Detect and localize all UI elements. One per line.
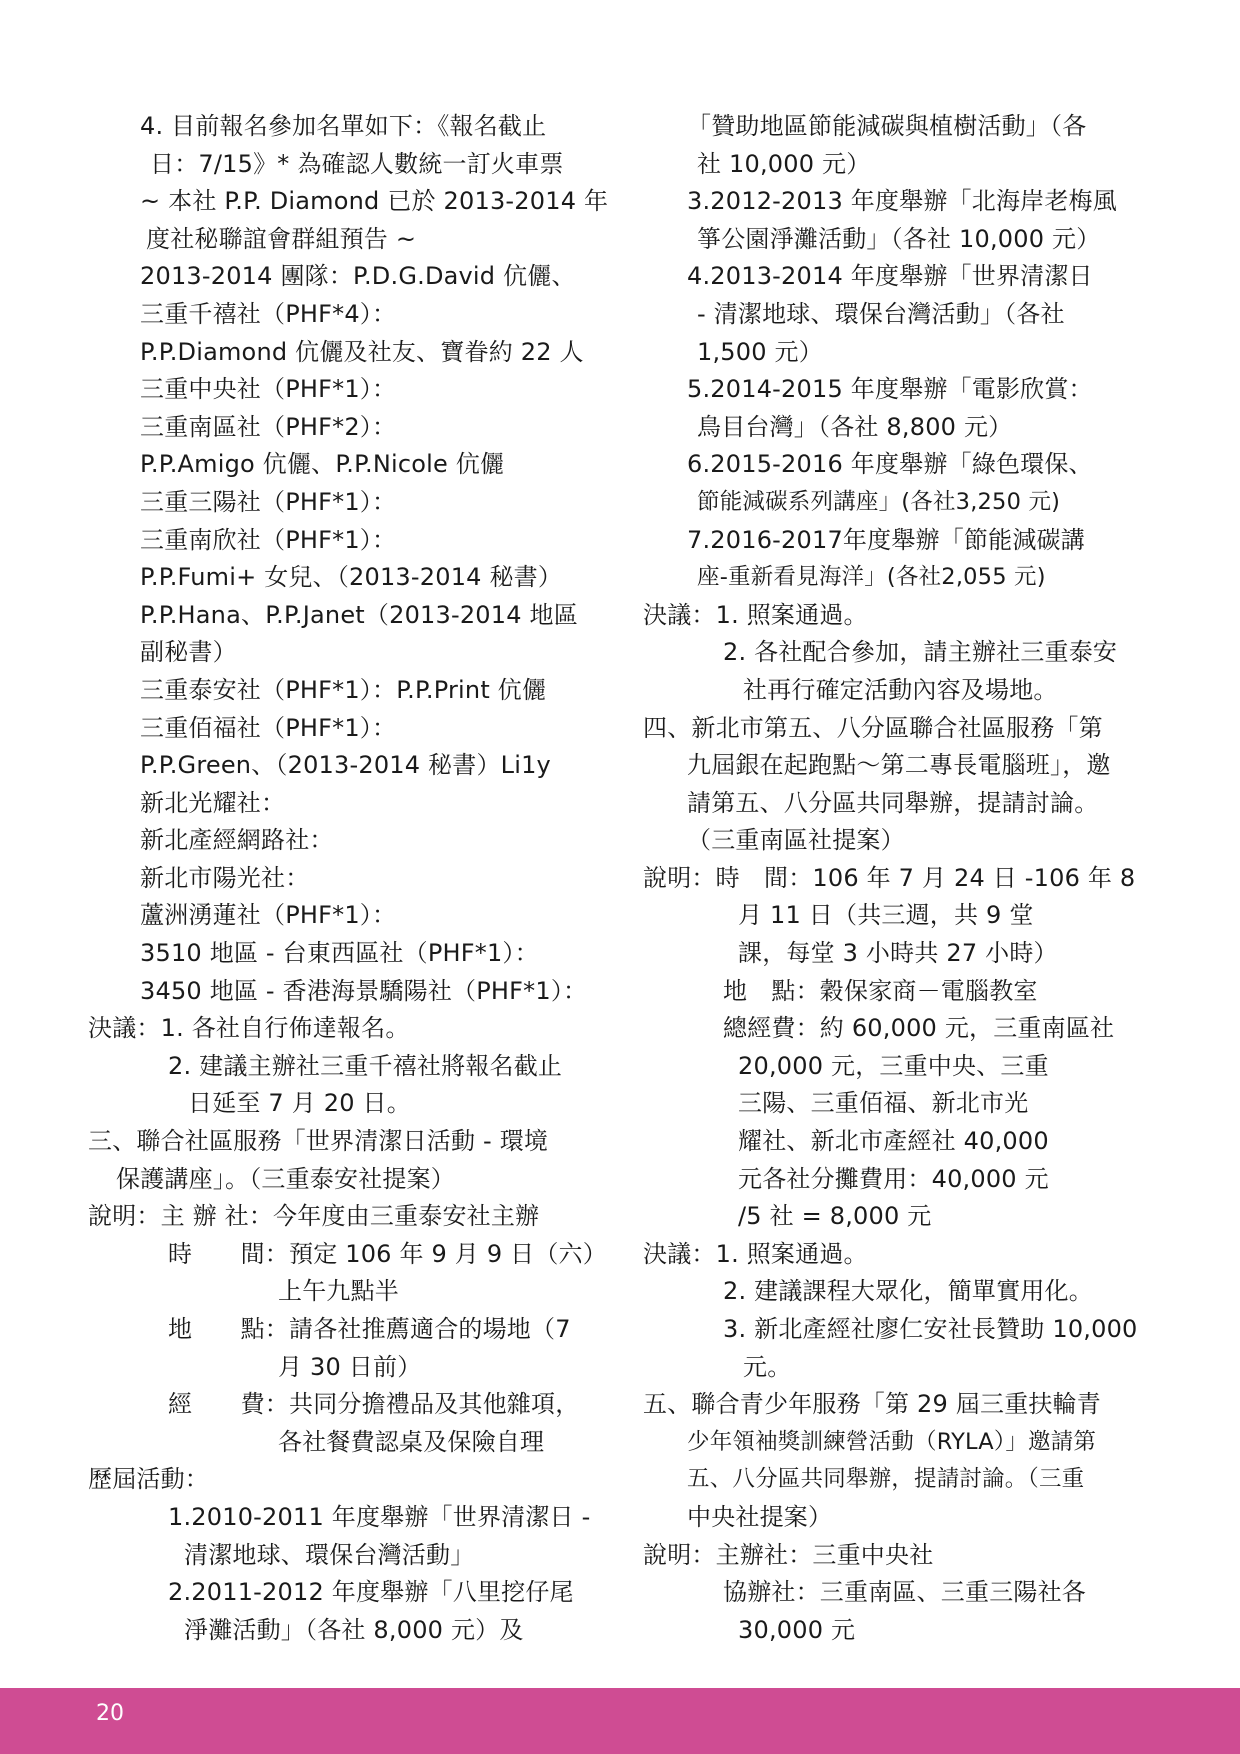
- text-line: 月 11 日（共三週，共 9 堂: [738, 901, 1034, 930]
- text-line: 地 點：穀保家商－電腦教室: [723, 976, 1038, 1005]
- text-line: 日：7/15》* 為確認人數統一訂火車票: [150, 149, 564, 178]
- text-line: ~ 本社 P.P. Diamond 已於 2013-2014 年: [140, 187, 609, 216]
- text-line: 2013-2014 團隊：P.D.G.David 伉儷、: [140, 262, 576, 291]
- text-line: 清潔地球、環保台灣活動」: [184, 1540, 475, 1569]
- text-line: 上午九點半: [278, 1277, 399, 1306]
- text-line: 日延至 7 月 20 日。: [188, 1089, 411, 1118]
- text-line: 「贊助地區節能減碳與植樹活動」（各: [687, 112, 1087, 140]
- text-line: 蘆洲湧蓮社（PHF*1）：: [140, 901, 397, 930]
- text-line: 少年領袖獎訓練營活動（RYLA）」邀請第: [687, 1428, 1097, 1455]
- page-number: 20: [96, 1701, 124, 1726]
- text-line: 鳥目台灣」（各社 8,800 元）: [697, 412, 1013, 441]
- text-line: 各社餐費認桌及保險自理: [278, 1427, 545, 1456]
- text-line: 月 30 日前）: [278, 1352, 422, 1381]
- text-line: P.P.Green、（2013-2014 秘書）Li1y: [140, 751, 551, 780]
- text-line: - 清潔地球、環保台灣活動」（各社: [697, 299, 1065, 328]
- text-line: 三、聯合社區服務「世界清潔日活動 - 環境: [88, 1127, 549, 1156]
- text-line: 3.2012-2013 年度舉辦「北海岸老梅風: [687, 187, 1117, 216]
- text-line: 新北光耀社：: [140, 788, 286, 817]
- text-line: 地 點：請各社推薦適合的場地（7: [168, 1315, 571, 1343]
- text-line: 三陽、三重佰福、新北市光: [738, 1089, 1029, 1118]
- text-line: 經 費：共同分擔禮品及其他雜項，: [168, 1390, 580, 1419]
- text-line: 30,000 元: [738, 1615, 856, 1644]
- text-line: 新北產經網路社：: [140, 826, 334, 855]
- text-line: 五、聯合青少年服務「第 29 屆三重扶輪青: [643, 1390, 1101, 1419]
- right-column: [643, 108, 1153, 1649]
- text-line: 三重中央社（PHF*1）：: [140, 375, 397, 404]
- text-line: 元。: [743, 1352, 792, 1381]
- text-line: 耀社、新北市產經社 40,000: [738, 1127, 1049, 1156]
- text-line: 2. 建議主辦社三重千禧社將報名截止: [168, 1051, 563, 1080]
- text-line: 總經費：約 60,000 元，三重南區社: [723, 1014, 1115, 1043]
- text-line: 社 10,000 元）: [697, 149, 871, 178]
- text-line: 淨灘活動」（各社 8,000 元）及: [184, 1615, 524, 1644]
- text-line: 五、八分區共同舉辦，提請討論。（三重: [687, 1466, 1085, 1493]
- text-line: 2. 各社配合參加，請主辦社三重泰安: [723, 638, 1118, 667]
- text-line: 節能減碳系列講座」(各社3,250 元): [697, 488, 1061, 515]
- text-line: 三重南欣社（PHF*1）：: [140, 525, 397, 554]
- text-line: 說明：主 辦 社：今年度由三重泰安社主辦: [88, 1202, 540, 1231]
- text-line: 三重三陽社（PHF*1）：: [140, 487, 397, 516]
- text-line: 3. 新北產經社廖仁安社長贊助 10,000: [723, 1315, 1138, 1343]
- text-line: 2. 建議課程大眾化，簡單實用化。: [723, 1277, 1093, 1306]
- text-line: P.P.Diamond 伉儷及社友、寶眷約 22 人: [140, 337, 584, 366]
- text-line: 保護講座」。（三重泰安社提案）: [116, 1164, 455, 1193]
- text-line: 課，每堂 3 小時共 27 小時）: [738, 939, 1058, 968]
- text-line: 說明：主辦社：三重中央社: [643, 1540, 934, 1569]
- text-line: 1,500 元）: [697, 337, 823, 366]
- text-line: 座-重新看見海洋」(各社2,055 元): [697, 564, 1046, 591]
- text-line: 度社秘聯誼會群組預告 ~: [146, 224, 417, 253]
- text-line: 決議：1. 照案通過。: [643, 1239, 868, 1268]
- text-line: 中央社提案）: [687, 1502, 833, 1531]
- text-line: 三重佰福社（PHF*1）：: [140, 713, 397, 742]
- text-line: 時 間：預定 106 年 9 月 9 日（六）: [168, 1239, 607, 1268]
- text-line: P.P.Fumi+ 女兒、（2013-2014 秘書）: [140, 563, 563, 592]
- text-line: 說明：時 間：106 年 7 月 24 日 -106 年 8: [643, 863, 1136, 892]
- text-line: 九屆銀在起跑點～第二專長電腦班」，邀: [687, 751, 1111, 780]
- text-line: 協辦社：三重南區、三重三陽社各: [723, 1578, 1086, 1607]
- text-line: 三重泰安社（PHF*1）：P.P.Print 伉儷: [140, 675, 547, 704]
- text-line: 4.2013-2014 年度舉辦「世界清潔日: [687, 262, 1093, 291]
- left-column: [88, 108, 609, 1649]
- text-line: P.P.Amigo 伉儷、P.P.Nicole 伉儷: [140, 450, 505, 479]
- text-line: 決議：1. 照案通過。: [643, 600, 868, 629]
- text-line: 20,000 元，三重中央、三重: [738, 1051, 1049, 1080]
- text-line: 2.2011-2012 年度舉辦「八里挖仔尾: [168, 1578, 574, 1607]
- text-line: 三重南區社（PHF*2）：: [140, 412, 397, 441]
- text-line: 三重千禧社（PHF*4）：: [140, 299, 397, 328]
- text-line: 7.2016-2017年度舉辦「節能減碳講: [687, 525, 1085, 554]
- text-line: 5.2014-2015 年度舉辦「電影欣賞：: [687, 375, 1093, 404]
- text-line: P.P.Hana、P.P.Janet（2013-2014 地區: [140, 600, 578, 629]
- text-line: 元各社分攤費用：40,000 元: [738, 1164, 1049, 1193]
- text-line: 社再行確定活動內容及場地。: [743, 675, 1058, 704]
- text-line: 四、新北市第五、八分區聯合社區服務「第: [643, 713, 1103, 742]
- text-line: 新北市陽光社：: [140, 863, 310, 892]
- text-line: 1.2010-2011 年度舉辦「世界清潔日 -: [168, 1502, 591, 1531]
- page-footer-bar: [0, 1688, 1240, 1754]
- text-line: 決議：1. 各社自行佈達報名。: [88, 1014, 410, 1043]
- text-line: 箏公園淨灘活動」（各社 10,000 元）: [697, 224, 1101, 253]
- text-line: 歷屆活動：: [88, 1465, 209, 1494]
- text-line: 3450 地區 - 香港海景驕陽社（PHF*1）：: [140, 976, 588, 1005]
- text-line: （三重南區社提案）: [687, 826, 905, 855]
- text-line: 3510 地區 - 台東西區社（PHF*1）：: [140, 939, 539, 968]
- text-line: 6.2015-2016 年度舉辦「綠色環保、: [687, 450, 1093, 479]
- text-line: 請第五、八分區共同舉辦，提請討論。: [687, 788, 1099, 817]
- text-line: 副秘書）: [140, 638, 237, 667]
- text-line: /5 社 = 8,000 元: [738, 1202, 932, 1231]
- text-line: 4. 目前報名參加名單如下：《報名截止: [140, 112, 547, 140]
